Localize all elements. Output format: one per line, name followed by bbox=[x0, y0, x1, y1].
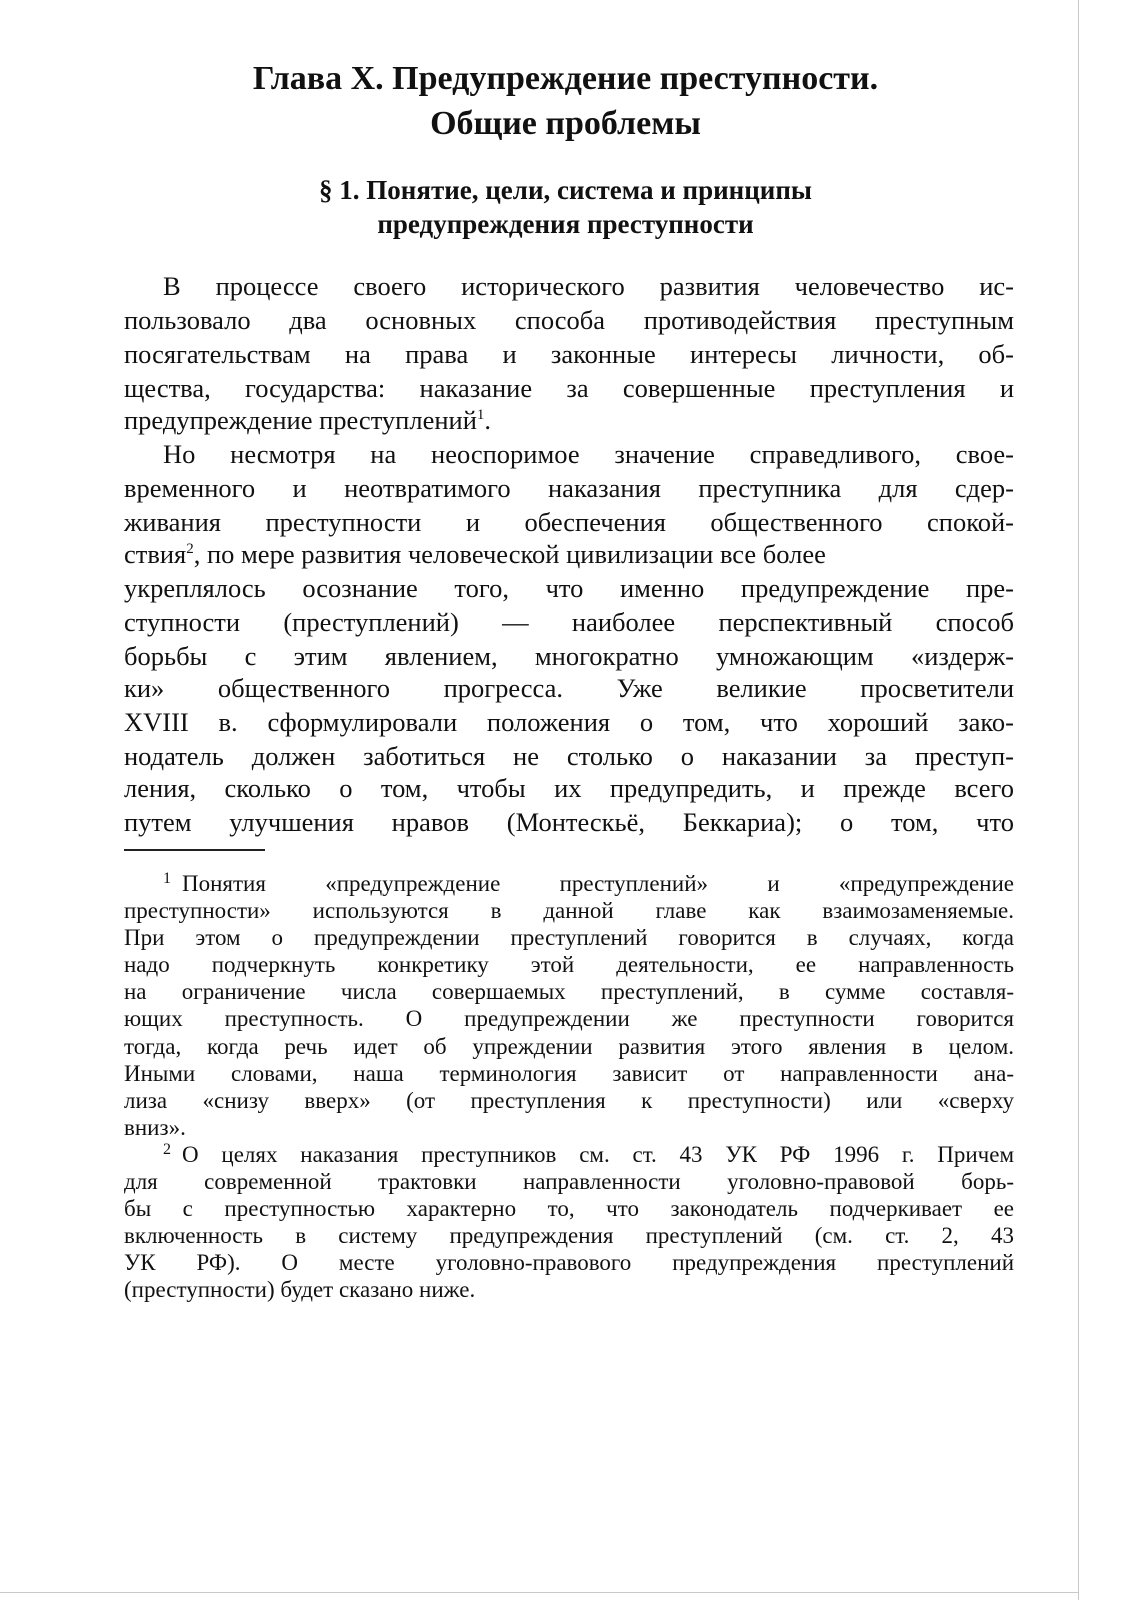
footnote-separator bbox=[124, 849, 265, 851]
footnote-ref-2[interactable]: 2 bbox=[186, 541, 194, 558]
footnote-1-line-7: тогда, когда речь идет об упреждении развития этого явления в целом. bbox=[124, 1034, 1014, 1059]
paragraph-2-line-7: борьбы с этим явлением, многократно умножающим «издерж- bbox=[124, 641, 1014, 671]
footnote-1-line-3: При этом о предупреждении преступлений говорится в случаях, когда bbox=[124, 925, 1014, 950]
footnote-2-marker: 2 bbox=[163, 1141, 171, 1158]
paragraph-2-line-1: Но несмотря на неоспоримое значение справедливого, свое- bbox=[163, 439, 1014, 469]
paragraph-2-line-10: нодатель должен заботиться не столько о наказании за преступ- bbox=[124, 741, 1014, 771]
footnote-1-line-10: вниз». bbox=[124, 1115, 186, 1140]
paragraph-2-line-5: укреплялось осознание того, что именно предупреждение пре- bbox=[124, 573, 1014, 603]
page-edge-right bbox=[1078, 0, 1079, 1600]
chapter-title-line-2: Общие проблемы bbox=[430, 105, 701, 142]
footnote-2-line-4: включенность в систему предупреждения преступлений (см. ст. 2, 43 bbox=[124, 1223, 1014, 1248]
paragraph-1-line-3: посягательствам на права и законные интересы личности, об- bbox=[124, 339, 1014, 369]
paragraph-2-line-11: ления, сколько о том, чтобы их предупредить, и прежде всего bbox=[124, 773, 1014, 803]
paragraph-2-line-2: временного и неотвратимого наказания преступника для сдер- bbox=[124, 473, 1014, 503]
paragraph-2-line-4 bbox=[124, 539, 826, 570]
footnote-1-line-5: на ограничение числа совершаемых преступлений, в сумме составля- bbox=[124, 979, 1014, 1004]
paragraph-2-line-12: путем улучшения нравов (Монтескьё, Беккариа); о том, что bbox=[124, 807, 1014, 837]
footnote-2-line-3: бы с преступностью характерно то, что законодатель подчеркивает ее bbox=[124, 1196, 1014, 1221]
footnote-ref-1[interactable]: 1 bbox=[476, 407, 485, 424]
paragraph-1-trailing: . bbox=[484, 405, 492, 435]
paragraph-2-line-6: ступности (преступлений) — наиболее перспективный способ bbox=[124, 607, 1014, 637]
paragraph-2-line-3: живания преступности и обеспечения общественного спокой- bbox=[124, 507, 1014, 537]
paragraph-1-line-2: пользовало два основных способа противодействия преступным bbox=[124, 305, 1014, 335]
paragraph-1-line-5 bbox=[124, 405, 491, 436]
footnote-1-line-1: Понятия «предупреждение преступлений» и «предупреждение bbox=[182, 871, 1014, 896]
footnote-1-line-8: Иными словами, наша терминология зависит от направленности ана- bbox=[124, 1061, 1014, 1086]
paragraph-2-line-4-rest: , по мере развития человеческой цивилизации все более bbox=[193, 539, 826, 569]
footnote-2-line-2: для современной трактовки направленности уголовно-правовой борь- bbox=[124, 1169, 1014, 1194]
section-heading-line-1: § 1. Понятие, цели, система и принципы bbox=[319, 175, 812, 205]
page-edge-bottom bbox=[0, 1592, 1079, 1593]
paragraph-2-line-8: ки» общественного прогресса. Уже великие просветители bbox=[124, 673, 1014, 703]
footnote-2-line-1: О целях наказания преступников см. ст. 43 УК РФ 1996 г. Причем bbox=[182, 1142, 1014, 1167]
chapter-title-line-1: Глава X. Предупреждение преступности. bbox=[252, 60, 879, 97]
paragraph-1-line-1: В процессе своего исторического развития человечество ис- bbox=[163, 271, 1014, 301]
footnote-1-line-4: надо подчеркнуть конкретику этой деятельности, ее направленность bbox=[124, 952, 1014, 977]
section-heading-line-2: предупреждения преступности bbox=[377, 209, 754, 239]
footnote-1-line-2: преступности» используются в данной главе как взаимозаменяемые. bbox=[124, 898, 1014, 923]
paragraph-2-line-9: XVIII в. сформулировали положения о том, что хороший зако- bbox=[124, 707, 1014, 737]
paragraph-2-line-4-start: ствия bbox=[124, 539, 187, 569]
paragraph-1-line-5-text: предупреждение преступлений bbox=[124, 405, 477, 435]
footnote-2-line-6: (преступности) будет сказано ниже. bbox=[124, 1277, 476, 1302]
footnote-1-marker: 1 bbox=[163, 870, 171, 887]
footnote-1-line-6: ющих преступность. О предупреждении же преступности говорится bbox=[124, 1006, 1014, 1031]
footnote-2-line-5: УК РФ). О месте уголовно-правового предупреждения преступлений bbox=[124, 1250, 1014, 1275]
footnote-1-line-9: лиза «снизу вверх» (от преступления к преступности) или «сверху bbox=[124, 1088, 1014, 1113]
paragraph-1-line-4: щества, государства: наказание за совершенные преступления и bbox=[124, 373, 1014, 403]
